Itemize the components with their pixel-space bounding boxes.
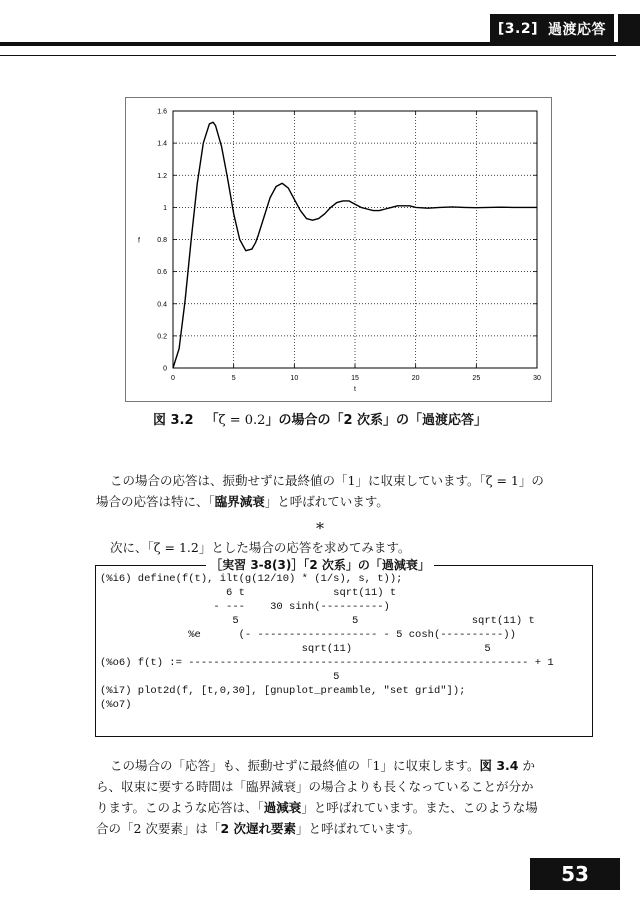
term-overdamping: 過減衰 (263, 800, 302, 815)
paragraph-2-line-1: 次に、「ζ = 1.2」とした場合の応答を求めてみます。 (110, 540, 411, 555)
code-line: (%i7) plot2d(f, [t,0,30], [gnuplot_preamble, "set grid"]); (100, 685, 466, 697)
paragraph-3-text-3c: 」と呼ばれています。また、このような場 (301, 800, 538, 815)
figure-caption-open: 「 (205, 413, 219, 428)
paragraph-1 (96, 470, 596, 512)
paragraph-3 (96, 755, 596, 839)
term-critical-damping: 臨界減衰 (214, 494, 265, 509)
figure-caption (0, 409, 640, 428)
y-tick-label: 0.4 (157, 301, 167, 309)
figure-reference: 図 3.4 (479, 758, 519, 773)
x-tick-label: 5 (231, 375, 236, 382)
section-header (490, 14, 614, 44)
paragraph-3-text-3a: ります。このような応答は、「 (96, 800, 264, 815)
y-tick-label: 0 (163, 365, 167, 373)
code-line: sqrt(11) 5 (301, 643, 491, 655)
page-number: 53 (530, 858, 620, 890)
x-tick-label: 25 (472, 375, 481, 382)
maxima-code (100, 572, 554, 712)
header-rule-thin (0, 55, 616, 56)
paragraph-3-text-1a: この場合の「応答」も、振動せずに最終値の「1」に収束します。 (110, 758, 480, 773)
paragraph-3-text-1c: か (518, 758, 535, 773)
figure-caption-math: ζ = 0.2 (218, 413, 266, 428)
x-tick-label: 15 (351, 375, 359, 382)
code-line: 5 (333, 671, 340, 683)
term-second-order-lag: 2 次遅れ要素 (220, 821, 296, 836)
paragraph-3-text-4a: 合の「2 次要素」は「 (96, 821, 221, 836)
code-line: 5 5 sqrt(11) t (232, 615, 535, 627)
paragraph-3-line-3 (82, 797, 538, 818)
figure-caption-number: 図 3.2 (152, 413, 194, 428)
paragraph-1-line-1: この場合の応答は、振動せずに最終値の「1」に収束しています。「ζ = 1」の (110, 473, 544, 488)
paragraph-3-line-4 (82, 818, 420, 839)
code-line: - --- 30 sinh(----------) (213, 601, 390, 613)
paragraph-2 (96, 537, 596, 558)
y-tick-label: 1.4 (157, 140, 167, 148)
x-tick-label: 10 (290, 375, 299, 382)
y-tick-label: 1.2 (157, 172, 167, 180)
y-tick-label: 1 (163, 204, 167, 212)
code-line: (%o6) f(t) := ------------------------------------------------------ + 1 (100, 657, 554, 669)
code-block-title (0, 556, 640, 573)
paragraph-1-text-c: 」と呼ばれています。 (264, 494, 389, 509)
response-chart (125, 97, 552, 402)
separator-asterisk: * (316, 519, 324, 538)
x-tick-label: 20 (411, 375, 420, 382)
paragraph-3-text-4c: 」と呼ばれています。 (296, 821, 421, 836)
code-line: %e (- ------------------- - 5 cosh(----------)) (188, 629, 516, 641)
paragraph-1-text-a: 場合の応答は特に、「 (96, 494, 215, 509)
y-axis-label: f (138, 237, 140, 245)
x-tick-label: 30 (533, 375, 541, 382)
code-line: 6 t sqrt(11) t (226, 587, 397, 599)
y-tick-label: 0.6 (157, 269, 167, 277)
code-block-title-text: ［実習 3-8(3)］「2 次系」の「過減衰」 (206, 558, 434, 572)
paragraph-3-line-2: ら、収束に要する時間は「臨界減衰」の場合よりも長くなっていることが分か (96, 779, 534, 794)
code-line: (%i6) define(f(t), ilt(g(12/10) * (1/s), s, t)); (100, 573, 403, 585)
section-title: 過渡応答 (548, 22, 606, 38)
x-axis-label: t (354, 386, 356, 393)
y-tick-label: 1.6 (157, 108, 167, 116)
paragraph-3-line-1 (110, 758, 535, 773)
x-tick-label: 0 (171, 375, 175, 382)
paragraph-1-line-2 (82, 491, 389, 512)
section-number: [3.2] (497, 21, 538, 37)
header-side-tab (618, 14, 640, 46)
code-line: (%o7) (100, 699, 132, 711)
y-tick-label: 0.8 (157, 237, 167, 244)
y-tick-label: 0.2 (157, 333, 167, 341)
figure-caption-text: 」の場合の「2 次系」の「過渡応答」 (265, 413, 488, 428)
